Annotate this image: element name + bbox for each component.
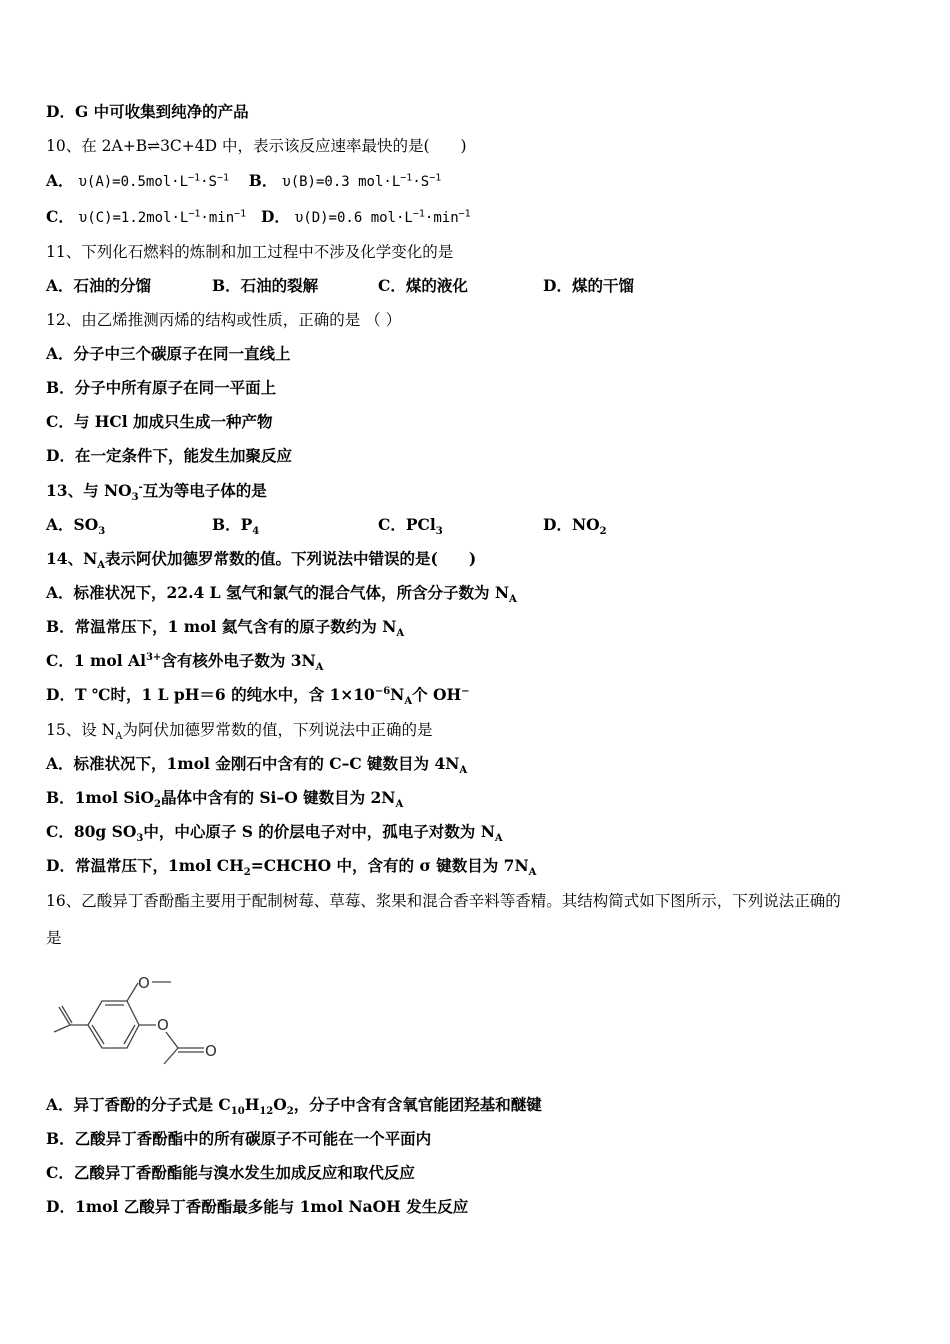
q15-c-sub: A bbox=[494, 833, 503, 845]
q14-d-sup: −6 bbox=[374, 685, 391, 697]
q15-c-pre: C．80g SO bbox=[46, 822, 137, 841]
bond bbox=[127, 983, 138, 1001]
q14-option-d bbox=[46, 685, 470, 708]
q12-option-b: B．分子中所有原子在同一平面上 bbox=[46, 378, 277, 397]
q14-d-post: 个 OH bbox=[412, 685, 462, 704]
q10-d-text: υ(D)=0.6 mol·L bbox=[294, 210, 413, 226]
q16-a-post: ，分子中含有含氧官能团羟基和醚键 bbox=[293, 1095, 542, 1114]
q10-b-sup1: −1 bbox=[400, 172, 413, 184]
q16-stem-line1: 16、乙酸异丁香酚酯主要用于配制树莓、草莓、浆果和混合香辛料等香精。其结构简式如下图所示，下列说法正确的 bbox=[46, 892, 841, 910]
oxygen-carbonyl: O bbox=[205, 1042, 217, 1060]
q13-option-b bbox=[212, 515, 260, 538]
q13-option-d bbox=[543, 515, 607, 538]
q15-stem-post: 为阿伏加德罗常数的值，下列说法中正确的是 bbox=[122, 721, 433, 739]
q10-a-label: A． bbox=[46, 171, 74, 190]
q10-d-sup2: −1 bbox=[458, 208, 471, 220]
q13-option-c bbox=[378, 515, 443, 538]
q14-b-text: B．常温常压下，1 mol 氦气含有的原子数约为 N bbox=[46, 617, 397, 636]
q13-c-text: C．PCl bbox=[378, 515, 436, 534]
q12-option-d: D．在一定条件下，能发生加聚反应 bbox=[46, 446, 292, 465]
q15-b-sub: A bbox=[395, 799, 404, 811]
q13-option-a bbox=[46, 515, 106, 538]
q16-option-a bbox=[46, 1095, 542, 1118]
q15-stem-pre: 15、设 N bbox=[46, 721, 116, 739]
q10-option-b bbox=[282, 174, 441, 190]
q10-c-sup1: −1 bbox=[188, 208, 201, 220]
q14-d-sub: A bbox=[404, 696, 413, 708]
q14-c-sub: A bbox=[315, 662, 324, 674]
q14-c-post: 含有核外电子数为 3N bbox=[161, 651, 316, 670]
q16-a-pre: A．异丁香酚的分子式是 C bbox=[46, 1095, 231, 1114]
q10-b-text: υ(B)=0.3 mol·L bbox=[282, 174, 401, 190]
q10-a-text: υ(A)=0.5mol·L bbox=[78, 174, 189, 190]
q10-option-a bbox=[78, 174, 229, 190]
q16-option-d: D．1mol 乙酸异丁香酚酯最多能与 1mol NaOH 发生反应 bbox=[46, 1197, 469, 1216]
q12-option-c: C．与 HCl 加成只生成一种产物 bbox=[46, 412, 273, 431]
q15-a-sub: A bbox=[459, 765, 468, 777]
bond bbox=[54, 1025, 70, 1032]
q14-b-sub: A bbox=[396, 628, 405, 640]
q15-stem-sub: A bbox=[115, 731, 123, 743]
q13-stem-pre: 13、与 NO bbox=[46, 481, 132, 500]
q15-option-b bbox=[46, 788, 404, 811]
q10-b-mid: ·S bbox=[412, 174, 430, 190]
q16-a-s2: 12 bbox=[259, 1106, 274, 1118]
q14-option-a bbox=[46, 583, 517, 606]
q12-stem: 12、由乙烯推测丙烯的结构或性质，正确的是 （ ） bbox=[46, 311, 402, 329]
q15-option-c bbox=[46, 822, 503, 845]
q14-d-pre: D．T ℃时，1 L pH＝6 的纯水中，含 1×10 bbox=[46, 685, 375, 704]
q16-option-c: C．乙酸异丁香酚酯能与溴水发生加成反应和取代反应 bbox=[46, 1163, 415, 1182]
q15-d-post: =CHCHO 中，含有的 σ 键数目为 7N bbox=[250, 856, 529, 875]
q15-option-a bbox=[46, 754, 468, 777]
q12-option-a: A．分子中三个碳原子在同一直线上 bbox=[46, 344, 291, 363]
q15-c-post: 中，中心原子 S 的价层电子对中，孤电子对数为 N bbox=[143, 822, 495, 841]
q10-option-c bbox=[79, 210, 246, 226]
q11-option-b: B．石油的裂解 bbox=[212, 276, 319, 295]
q10-c-sup2: −1 bbox=[234, 208, 247, 220]
q14-a-sub: A bbox=[509, 594, 517, 606]
q14-stem-sub: A bbox=[97, 560, 106, 572]
q15-b-sub1: 2 bbox=[154, 799, 161, 811]
oxygen-methoxy: O bbox=[138, 974, 150, 992]
q14-c-pre: C．1 mol Al bbox=[46, 651, 146, 670]
q14-stem bbox=[46, 549, 477, 572]
bond bbox=[164, 1048, 178, 1064]
q10-c-label: C． bbox=[46, 207, 74, 226]
q10-c-mid: ·min bbox=[200, 210, 235, 226]
q11-option-d: D．煤的干馏 bbox=[543, 276, 634, 295]
q15-b-pre: B．1mol SiO bbox=[46, 788, 154, 807]
q15-a-text: A．标准状况下，1mol 金刚石中含有的 C–C 键数目为 4N bbox=[46, 754, 460, 773]
q15-b-post: 晶体中含有的 Si–O 键数目为 2N bbox=[160, 788, 396, 807]
q11-option-a: A．石油的分馏 bbox=[46, 276, 152, 295]
q13-a-sub: 3 bbox=[98, 526, 106, 538]
q10-a-sup2: −1 bbox=[216, 172, 229, 184]
q10-options-cd bbox=[46, 207, 471, 228]
q13-stem bbox=[46, 481, 267, 504]
q13-b-sub: 4 bbox=[252, 526, 260, 538]
q11-stem: 11、下列化石燃料的炼制和加工过程中不涉及化学变化的是 bbox=[46, 243, 454, 261]
q14-c-sup: 3+ bbox=[145, 651, 162, 663]
q16-a-m1: H bbox=[244, 1095, 260, 1114]
q14-d-sup2: − bbox=[461, 685, 470, 697]
oxygen-ester: O bbox=[157, 1016, 169, 1034]
q13-c-sub: 3 bbox=[435, 526, 443, 538]
q15-stem bbox=[46, 720, 433, 743]
q10-d-mid: ·min bbox=[424, 210, 459, 226]
q13-a-text: A．SO bbox=[46, 515, 99, 534]
q10-b-sup2: −1 bbox=[429, 172, 442, 184]
q11-option-c: C．煤的液化 bbox=[378, 276, 468, 295]
q13-d-sub: 2 bbox=[599, 526, 607, 538]
q16-stem-line2: 是 bbox=[46, 929, 62, 947]
molecule-structure bbox=[46, 968, 236, 1068]
q14-stem-post: 表示阿伏加德罗常数的值。下列说法中错误的是( ) bbox=[105, 549, 477, 568]
q15-option-d bbox=[46, 856, 537, 879]
q10-option-d bbox=[295, 210, 471, 226]
q13-stem-sup: - bbox=[138, 481, 143, 493]
q15-d-sub: A bbox=[528, 867, 537, 879]
q10-c-text: υ(C)=1.2mol·L bbox=[78, 210, 189, 226]
q9-option-d: D．G 中可收集到纯净的产品 bbox=[46, 102, 249, 121]
q14-option-b bbox=[46, 617, 405, 640]
q15-d-sub1: 2 bbox=[243, 867, 251, 879]
q14-a-text: A．标准状况下，22.4 L 氢气和氯气的混合气体，所含分子数为 N bbox=[46, 583, 510, 602]
q10-a-sup1: −1 bbox=[188, 172, 201, 184]
q14-option-c bbox=[46, 651, 324, 674]
benzene-ring bbox=[88, 1001, 139, 1048]
q10-b-label: B． bbox=[248, 171, 278, 190]
q10-a-mid: ·S bbox=[200, 174, 217, 190]
q13-stem-sub: 3 bbox=[131, 492, 139, 504]
q15-c-sub1: 3 bbox=[136, 833, 144, 845]
q13-d-text: D．NO bbox=[543, 515, 600, 534]
q16-a-s1: 10 bbox=[230, 1106, 245, 1118]
q16-option-b: B．乙酸异丁香酚酯中的所有碳原子不可能在一个平面内 bbox=[46, 1129, 432, 1148]
q14-d-mid: N bbox=[390, 685, 405, 704]
q10-d-sup1: −1 bbox=[412, 208, 425, 220]
bond bbox=[166, 1032, 178, 1048]
q15-d-pre: D．常温常压下，1mol CH bbox=[46, 856, 244, 875]
q16-a-m2: O bbox=[273, 1095, 287, 1114]
q13-b-text: B．P bbox=[212, 515, 253, 534]
q13-stem-post: 互为等电子体的是 bbox=[142, 481, 267, 500]
q16-a-s3: 2 bbox=[286, 1106, 294, 1118]
q10-d-label: D． bbox=[260, 207, 290, 226]
q10-stem: 10、在 2A+B⇌3C+4D 中，表示该反应速率最快的是( ) bbox=[46, 137, 467, 155]
q10-options-ab bbox=[46, 171, 441, 192]
q14-stem-n: 14、N bbox=[46, 549, 98, 568]
